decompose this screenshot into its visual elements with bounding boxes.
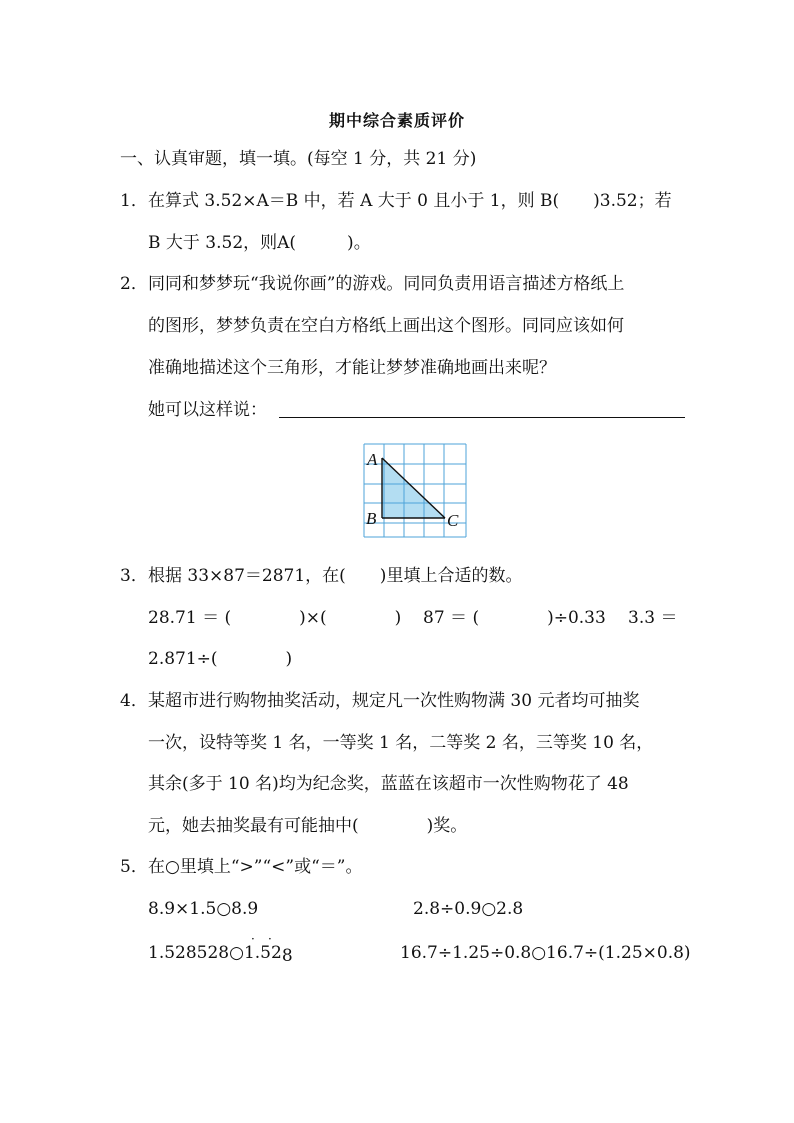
grid-svg: [360, 440, 470, 540]
question-number: 5．: [120, 857, 148, 877]
comparison-3-last: 8: [281, 946, 293, 966]
repeating-dot-icon: ·: [268, 932, 272, 946]
triangle-grid-figure: [360, 440, 470, 540]
comparison-3-main: 1.528528○1.52: [148, 943, 282, 963]
question-4-line2: 一次，设特等奖 1 名，一等奖 1 名，二等奖 2 名，三等奖 10 名，: [148, 733, 654, 753]
question-3: [120, 565, 522, 587]
answer-blank-line[interactable]: [279, 417, 685, 418]
comparison-1: 8.9×1.5○8.9: [148, 899, 259, 919]
question-number: 3．: [120, 566, 148, 586]
answer-prompt: 她可以这样说：: [148, 400, 267, 420]
question-2: [120, 273, 624, 295]
question-number: 1．: [120, 191, 148, 211]
question-1: [120, 190, 672, 212]
question-4-line3: 其余(多于 10 名)均为纪念奖，蓝蓝在该超市一次性购物花了 48: [148, 774, 629, 794]
label-c: C: [447, 511, 459, 530]
comparison-2: 2.8÷0.9○2.8: [413, 899, 524, 919]
label-a: A: [367, 450, 378, 469]
question-4-line4: 元，她去抽奖最有可能抽中( )奖。: [148, 816, 468, 836]
equation-1: 28.71 ＝ ( )×( ): [148, 608, 402, 628]
question-number: 4．: [120, 691, 148, 711]
equation-2: 87 ＝ ( )÷0.33: [423, 608, 606, 628]
question-2-line2: 的图形，梦梦负责在空白方格纸上画出这个图形。同同应该如何: [148, 316, 624, 336]
comparison-4: 16.7÷1.25÷0.8○16.7÷(1.25×0.8): [400, 943, 691, 963]
question-4: [120, 690, 639, 712]
equation-3: 3.3 ＝: [628, 608, 678, 628]
equation-3-cont: 2.871÷( ): [148, 649, 293, 669]
page-title: 期中综合素质评价: [328, 111, 465, 130]
question-text: 同同和梦梦玩“我说你画”的游戏。同同负责用语言描述方格纸上: [148, 274, 625, 294]
repeating-dot-icon: ·: [251, 932, 255, 946]
question-text: 根据 33×87＝2871，在( )里填上合适的数。: [148, 566, 523, 586]
question-text: 某超市进行购物抽奖活动，规定凡一次性购物满 30 元者均可抽奖: [148, 691, 640, 711]
question-number: 2．: [120, 274, 148, 294]
label-b: B: [366, 509, 377, 528]
question-text: 在○里填上“>”“<”或“＝”。: [148, 857, 363, 877]
question-1-line2: B 大于 3.52，则A( )。: [148, 233, 371, 253]
section-heading: 一、认真审题，填一填。(每空 1 分，共 21 分): [120, 149, 477, 169]
question-5: [120, 856, 362, 878]
question-text: 在算式 3.52×A＝B 中，若 A 大于 0 且小于 1，则 B( )3.52；若: [148, 191, 672, 211]
question-2-line3: 准确地描述这个三角形，才能让梦梦准确地画出来呢？: [148, 358, 556, 378]
